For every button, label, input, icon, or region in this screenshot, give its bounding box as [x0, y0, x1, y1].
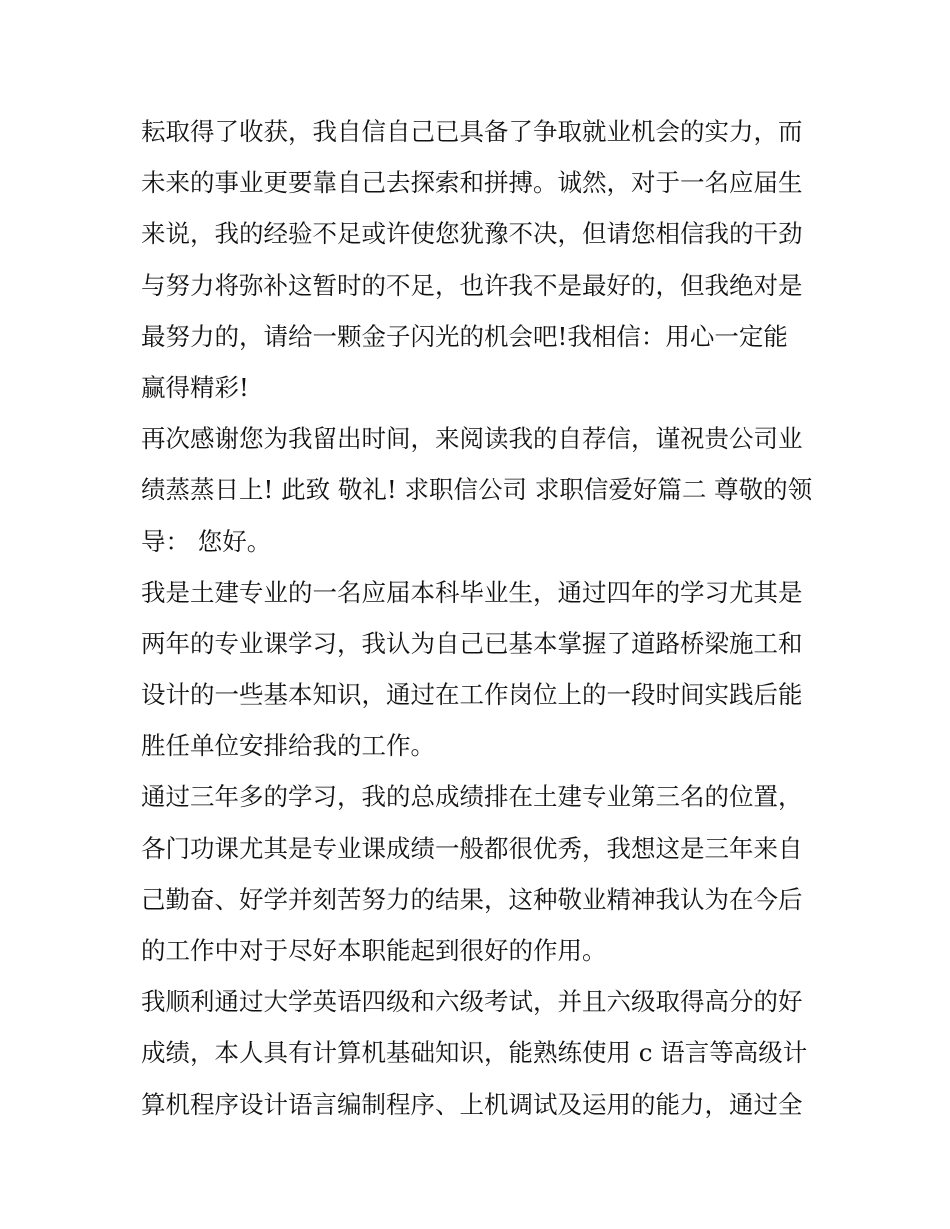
text-line: 的工作中对于尽好本职能起到很好的作用。	[141, 936, 607, 965]
document-body	[141, 106, 821, 1130]
text-line: 胜任单位安排给我的工作。	[141, 731, 435, 761]
text-line: 赢得精彩!	[141, 372, 249, 402]
text-line: 绩蒸蒸日上! 此致 敬礼! 求职信公司 求职信爱好篇二 尊敬的领	[141, 475, 813, 505]
text-line: 我顺利通过大学英语四级和六级考试，并且六级取得高分的好	[141, 987, 803, 1017]
text-line: 最努力的，请给一颗金子闪光的机会吧!我相信：用心一定能	[141, 321, 788, 351]
text-line: 未来的事业更要靠自己去探索和拼搏。诚然，对于一名应届生	[141, 168, 803, 198]
text-line: 导： 您好。	[141, 526, 272, 556]
text-line: 耘取得了收获，我自信自己已具备了争取就业机会的实力，而	[141, 117, 803, 146]
text-line: 己勤奋、好学并刻苦努力的结果，这种敬业精神我认为在今后	[141, 884, 803, 914]
text-line: 来说，我的经验不足或许使您犹豫不决，但请您相信我的干劲	[141, 219, 803, 249]
text-line: 我是土建专业的一名应届本科毕业生，通过四年的学习尤其是	[141, 577, 803, 607]
text-line: 成绩，本人具有计算机基础知识，能熟练使用 c 语言等高级计	[141, 1038, 808, 1068]
text-line: 设计的一些基本知识，通过在工作岗位上的一段时间实践后能	[141, 680, 803, 710]
text-line: 通过三年多的学习，我的总成绩排在土建专业第三名的位置，	[141, 782, 803, 812]
text-line: 两年的专业课学习，我认为自己已基本掌握了道路桥梁施工和	[141, 628, 803, 658]
text-line: 算机程序设计语言编制程序、上机调试及运用的能力，通过全	[141, 1089, 803, 1119]
text-line: 再次感谢您为我留出时间，来阅读我的自荐信，谨祝贵公司业	[141, 424, 803, 454]
text-line: 各门功课尤其是专业课成绩一般都很优秀，我想这是三年来自	[141, 833, 803, 863]
text-line: 与努力将弥补这暂时的不足，也许我不是最好的，但我绝对是	[141, 270, 803, 300]
